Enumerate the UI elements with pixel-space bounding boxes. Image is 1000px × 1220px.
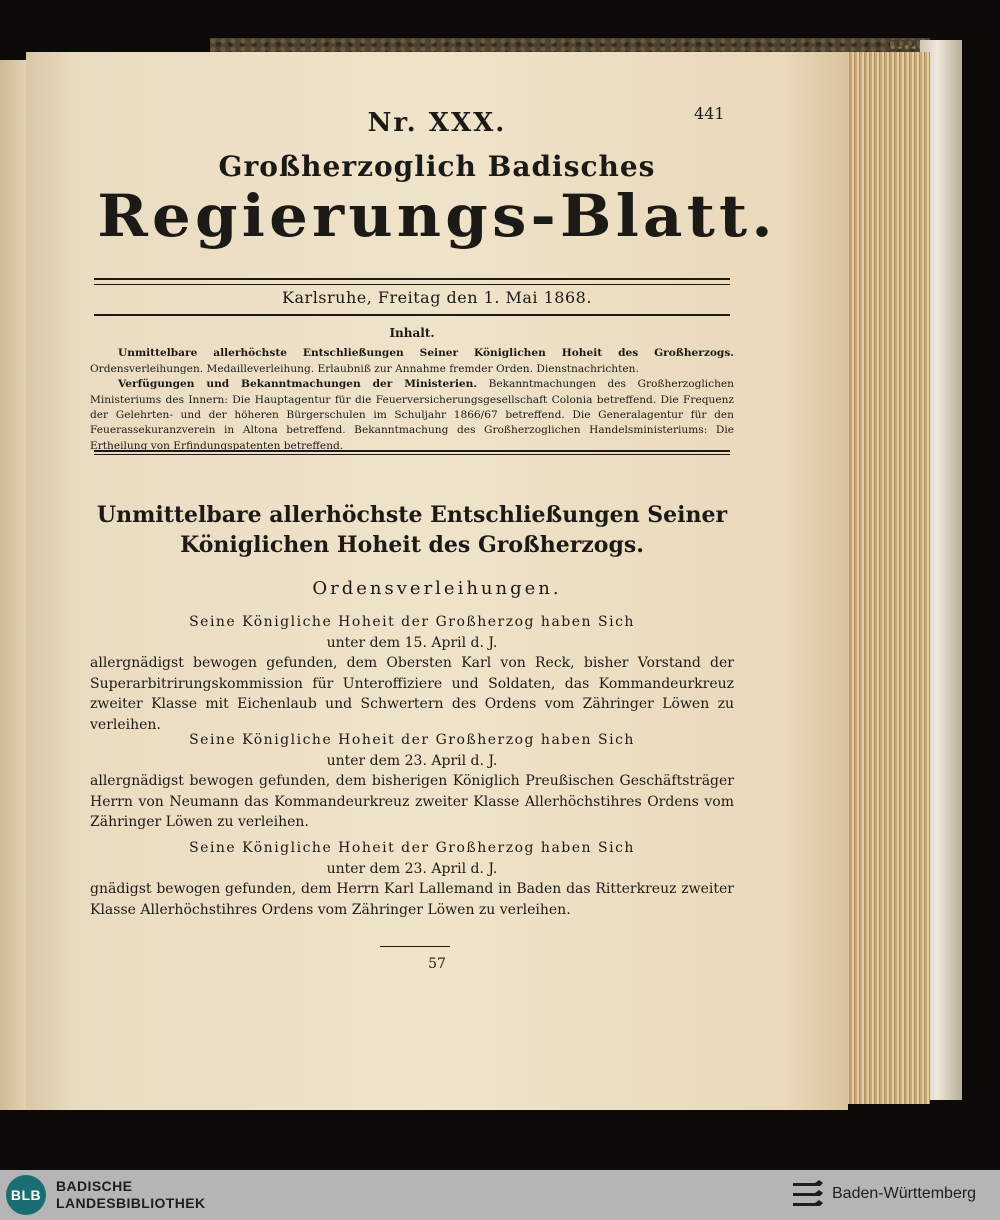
- page-number: 441: [694, 104, 725, 123]
- contents-text: Bekanntmachungen des Großherzoglichen Ministeriums des Innern: Die Hauptagentur für die Feuerversicherungsgesellschaft Colonia betreffend. Die Frequenz der Gelehrten- und der höheren Bürgerschulen im Schuljahr 1866/67 betreffend. Die Generalagentur für den Feuerassekuranzverein in Altona betreffend. Bekanntmachung des Großherzoglichen Handelsministeriums: Die Ertheilung von Erfindungspatenten betreffend.: [90, 378, 734, 452]
- contents-text: Ordensverleihungen. Medailleverleihung. Erlaubniß zur Annahme fremder Orden. Dienstnachrichten.: [90, 362, 639, 375]
- rule: [94, 450, 730, 452]
- subheading: Ordensverleihungen.: [312, 578, 562, 599]
- rule: [94, 314, 730, 316]
- contents-section-title: Verfügungen und Bekanntmachungen der Ministerien.: [118, 378, 478, 391]
- entry-intro: Seine Königliche Hoheit der Großherzog haben Sich: [189, 840, 635, 856]
- entry-text: allergnädigst bewogen gefunden, dem bisherigen Königlich Preußischen Geschäftsträger Herrn von Neumann das Kommandeurkreuz zweiter Klasse Allerhöchstihres Ordens vom Zähringer Löwen zu verleihen.: [90, 773, 734, 830]
- entry-intro: Seine Königliche Hoheit der Großherzog haben Sich: [189, 614, 635, 630]
- entry-intro: Seine Königliche Hoheit der Großherzog haben Sich: [189, 732, 635, 748]
- decree-entry: [90, 838, 734, 920]
- contents-paragraph: [90, 377, 734, 454]
- contents-section-title: Unmittelbare allerhöchste Entschließungen Seiner Königlichen Hoheit des Großherzogs.: [118, 347, 734, 360]
- decree-entry: [90, 612, 734, 735]
- library-name-line1: BADISCHE: [56, 1178, 133, 1194]
- entry-date: unter dem 23. April d. J.: [326, 860, 498, 877]
- rule: [94, 454, 730, 455]
- library-name[interactable]: [56, 1178, 206, 1212]
- entry-text: gnädigst bewogen gefunden, dem Herrn Karl Lallemand in Baden das Ritterkreuz zweiter Klasse Allerhöchstihres Ordens vom Zähringer Löwen zu verleihen.: [90, 881, 734, 918]
- table-of-contents: [90, 326, 734, 454]
- library-name-line2: LANDESBIBLIOTHEK: [56, 1195, 206, 1211]
- document-page: [26, 52, 848, 1110]
- decree-entry: [90, 730, 734, 833]
- end-separator: [380, 946, 450, 947]
- publisher-name: Großherzoglich Badisches: [218, 150, 656, 183]
- entry-date: unter dem 23. April d. J.: [326, 752, 498, 769]
- blb-logo[interactable]: BLB: [6, 1175, 46, 1215]
- state-name[interactable]: Baden-Württemberg: [832, 1185, 977, 1202]
- rule: [94, 278, 730, 280]
- three-lions-icon: [790, 1178, 826, 1212]
- page-content: [26, 52, 848, 1110]
- rule: [94, 284, 730, 285]
- issue-number: Nr. XXX.: [367, 108, 507, 138]
- footer-bar: [0, 1170, 1000, 1220]
- entry-date: unter dem 15. April d. J.: [326, 634, 498, 651]
- entry-text: allergnädigst bewogen gefunden, dem Obersten Karl von Reck, bisher Vorstand der Superarbitrirungskommission für Unteroffiziere und Soldaten, das Kommandeurkreuz zweiter Klasse mit Eichenlaub und Schwertern des Ordens vom Zähringer Löwen zu verleihen.: [90, 655, 734, 733]
- masthead-title: Regierungs-Blatt.: [97, 182, 777, 250]
- contents-paragraph: [90, 346, 734, 377]
- contents-heading: Inhalt.: [389, 326, 435, 340]
- section-title: Unmittelbare allerhöchste Entschließungen Seiner Königlichen Hoheit des Großherzogs.: [96, 502, 728, 558]
- signature-mark: 57: [428, 956, 446, 972]
- dateline: Karlsruhe, Freitag den 1. Mai 1868.: [282, 288, 592, 307]
